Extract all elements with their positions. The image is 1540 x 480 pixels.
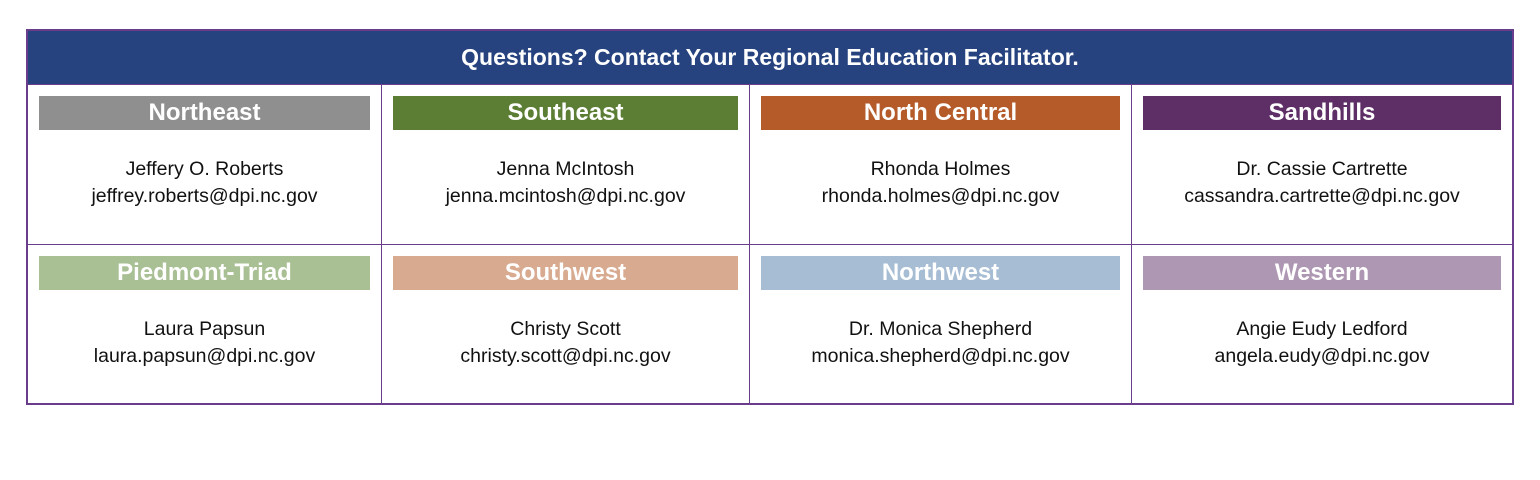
contact-email[interactable]: laura.papsun@dpi.nc.gov — [93, 345, 316, 367]
contact-info — [750, 156, 1131, 210]
region-card-sandhills — [1132, 85, 1512, 245]
region-name: Northwest — [761, 256, 1120, 290]
contact-name: Dr. Cassie Cartrette — [1236, 158, 1408, 180]
contact-name: Rhonda Holmes — [870, 158, 1011, 180]
contact-name: Christy Scott — [510, 318, 621, 340]
contact-email[interactable]: angela.eudy@dpi.nc.gov — [1214, 345, 1430, 367]
contact-info — [382, 156, 749, 210]
regions-grid — [28, 85, 1512, 403]
contact-name: Dr. Monica Shepherd — [848, 318, 1033, 340]
contact-email[interactable]: christy.scott@dpi.nc.gov — [460, 345, 671, 367]
region-name: Western — [1143, 256, 1501, 290]
region-name: Southeast — [393, 96, 738, 130]
contact-info — [28, 156, 381, 210]
region-card-northwest — [750, 245, 1132, 403]
contact-email[interactable]: jeffrey.roberts@dpi.nc.gov — [91, 185, 318, 207]
region-card-north-central — [750, 85, 1132, 245]
region-card-western — [1132, 245, 1512, 403]
contact-email[interactable]: rhonda.holmes@dpi.nc.gov — [821, 185, 1060, 207]
region-card-piedmont-triad — [28, 245, 382, 403]
region-name: North Central — [761, 96, 1120, 130]
contact-name: Jenna McIntosh — [496, 158, 635, 180]
region-name: Northeast — [39, 96, 370, 130]
region-card-southeast — [382, 85, 750, 245]
contact-email[interactable]: cassandra.cartrette@dpi.nc.gov — [1184, 185, 1460, 207]
contact-email[interactable]: jenna.mcintosh@dpi.nc.gov — [445, 185, 686, 207]
contact-info — [750, 316, 1131, 370]
region-name: Piedmont-Triad — [39, 256, 370, 290]
region-card-southwest — [382, 245, 750, 403]
contact-email[interactable]: monica.shepherd@dpi.nc.gov — [811, 345, 1070, 367]
contact-name: Laura Papsun — [143, 318, 266, 340]
contact-info — [1132, 156, 1512, 210]
contact-info — [28, 316, 381, 370]
regional-facilitators-panel — [26, 29, 1514, 405]
panel-title: Questions? Contact Your Regional Education Facilitator. — [28, 31, 1512, 85]
contact-info — [382, 316, 749, 370]
region-name: Sandhills — [1143, 96, 1501, 130]
contact-name: Jeffery O. Roberts — [125, 158, 284, 180]
contact-name: Angie Eudy Ledford — [1236, 318, 1408, 340]
region-card-northeast — [28, 85, 382, 245]
region-name: Southwest — [393, 256, 738, 290]
contact-info — [1132, 316, 1512, 370]
